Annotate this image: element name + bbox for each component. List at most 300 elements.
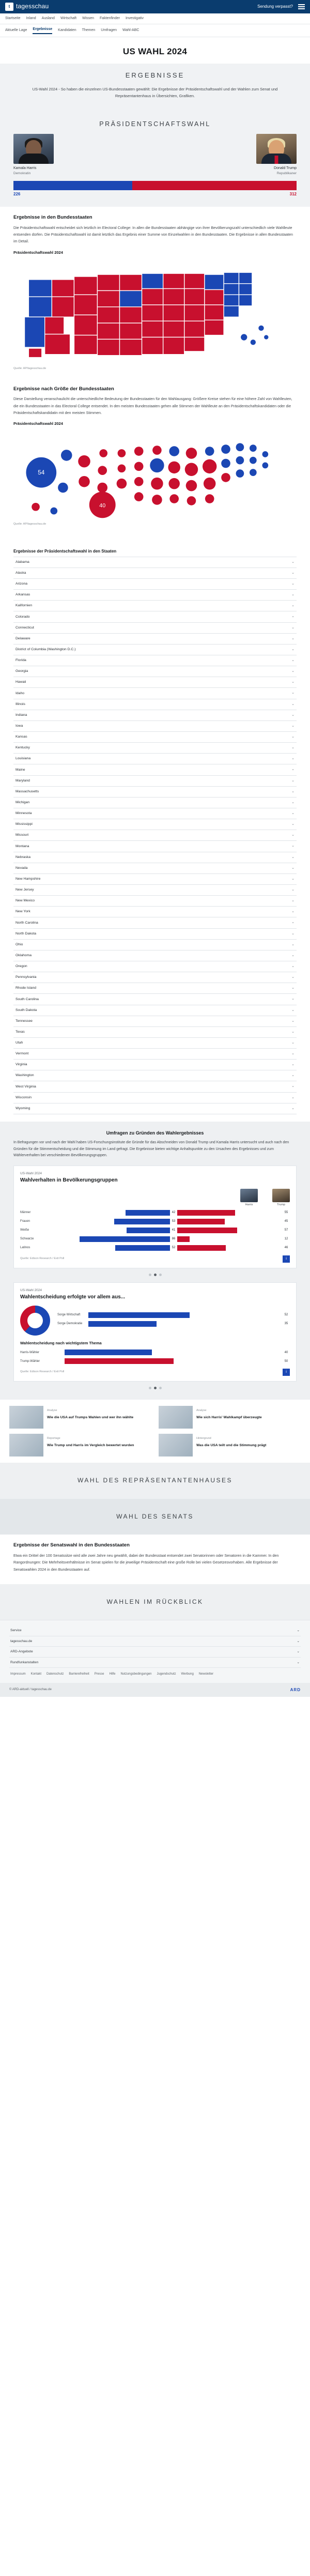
accordion-row-label: Washington — [16, 1074, 34, 1078]
map2-source: Quelle: AP/tagesschau.de — [13, 523, 47, 526]
teaser-thumbnail — [9, 1434, 43, 1456]
subnav-item-wahl-abc[interactable]: Wahl-ABC — [122, 28, 140, 33]
poll-card-decision-reason — [13, 1282, 297, 1382]
poll-val-harris: 41 — [172, 1228, 176, 1232]
presidential-heading: PRÄSIDENTSCHAFTSWAHL — [99, 120, 211, 128]
accordion-row[interactable] — [13, 1060, 297, 1070]
chevron-down-icon: ⌄ — [291, 702, 295, 706]
accordion-title: Ergebnisse der Präsidentschaftswahl in den Staaten — [13, 549, 117, 554]
accordion-row-label: New Mexico — [16, 899, 35, 903]
accordion-row-label: Maryland — [16, 778, 30, 783]
poll-bar-row — [20, 1358, 290, 1364]
electoral-block — [0, 207, 310, 378]
poll-bar-row — [20, 1349, 290, 1356]
chevron-down-icon: ⌄ — [291, 757, 295, 761]
accordion-row-label: Colorado — [16, 615, 30, 619]
poll-bar-row — [20, 1227, 290, 1234]
accordion-row-label: Kentucky — [16, 746, 30, 750]
chevron-down-icon: ⌄ — [291, 811, 295, 815]
accordion-row-label: Wyoming — [16, 1106, 30, 1110]
poll-bar-row — [20, 1218, 290, 1225]
poll-bar-trump — [177, 1228, 237, 1233]
chevron-down-icon: ⌄ — [291, 1106, 295, 1110]
harris-party: Demokratin — [13, 172, 31, 176]
accordion-row[interactable] — [13, 1103, 297, 1114]
accordion-row[interactable] — [13, 950, 297, 961]
accordion-row-label: Tennessee — [16, 1019, 33, 1023]
trump-electors: 312 — [289, 192, 297, 197]
accordion-row[interactable] — [13, 917, 297, 928]
electoral-bar-trump — [132, 181, 297, 190]
footer-link[interactable]: Jugendschutz — [157, 1672, 176, 1676]
accordion-row[interactable] — [13, 721, 297, 732]
accordion-row[interactable] — [13, 699, 297, 710]
chevron-down-icon: ⌄ — [291, 1063, 295, 1067]
accordion-row[interactable] — [13, 634, 297, 645]
trump-photo — [256, 134, 297, 164]
poll-bar-row — [20, 1236, 290, 1243]
accordion-row-label: Texas — [16, 1030, 25, 1034]
accordion-row-label: Iowa — [16, 724, 23, 728]
chevron-down-icon: ⌄ — [291, 1030, 295, 1034]
accordion-row[interactable] — [13, 623, 297, 634]
chevron-down-icon: ⌄ — [291, 1052, 295, 1056]
accordion-row-label: Ohio — [16, 942, 23, 946]
accordion-row[interactable] — [13, 655, 297, 666]
candidate-row — [13, 134, 297, 176]
accordion-row[interactable] — [13, 1049, 297, 1060]
footer-row-3[interactable] — [9, 1658, 301, 1668]
carousel-dots-1[interactable] — [13, 1274, 297, 1276]
poll-bar-harris — [115, 1245, 170, 1251]
accordion-row[interactable] — [13, 1016, 297, 1027]
chevron-down-icon: ⌄ — [291, 822, 295, 826]
accordion-row-label: Hawaii — [16, 680, 26, 684]
chevron-down-icon: ⌄ — [291, 899, 295, 903]
carousel-dots-2[interactable] — [13, 1387, 297, 1389]
chevron-down-icon: ⌄ — [291, 647, 295, 651]
accordion-row[interactable] — [13, 677, 297, 688]
accordion-row[interactable] — [13, 1027, 297, 1038]
poll-val-trump: 55 — [284, 1210, 288, 1214]
accordion-row[interactable] — [13, 798, 297, 808]
accordion-row[interactable] — [13, 611, 297, 622]
chevron-down-icon: ⌄ — [291, 1019, 295, 1023]
card1-note: Quelle: Edison Research / Exit Poll — [20, 1256, 65, 1260]
poll-bar-trump — [177, 1210, 235, 1216]
accordion-row-label: Maine — [16, 768, 25, 772]
dot-2[interactable] — [159, 1274, 162, 1276]
chevron-down-icon: ⌄ — [291, 768, 295, 772]
main-nav — [0, 13, 310, 24]
accordion-row-label: Alaska — [16, 571, 26, 575]
footer-row-2[interactable] — [9, 1647, 301, 1657]
poll-card-voting-behaviour — [13, 1166, 297, 1268]
poll-bar-label: Sorge Demokratie — [57, 1322, 83, 1325]
subnav-item-kandidaten[interactable]: Kandidaten — [58, 28, 76, 33]
footer-row-0[interactable] — [9, 1626, 301, 1636]
footer-row-label-1: tagesschau.de — [10, 1639, 33, 1643]
results-heading: ERGEBNISSE — [125, 71, 185, 79]
chevron-down-icon: ⌄ — [291, 691, 295, 695]
teaser-item[interactable] — [159, 1406, 301, 1429]
accordion-row[interactable] — [13, 819, 297, 830]
teaser-title: Wie sich Harris' Wahlkampf überzeugte — [196, 1416, 262, 1420]
footer-link[interactable]: Hilfe — [109, 1672, 116, 1676]
chevron-down-icon: ⌄ — [291, 953, 295, 957]
accordion-row[interactable] — [13, 1038, 297, 1049]
state-accordion — [13, 557, 297, 1114]
chevron-down-icon: ⌄ — [291, 1040, 295, 1045]
subnav-item-ergebnisse[interactable]: Ergebnisse — [33, 27, 52, 34]
accordion-row[interactable] — [13, 874, 297, 885]
chevron-down-icon: ⌄ — [291, 625, 295, 630]
accordion-row[interactable] — [13, 754, 297, 764]
chevron-down-icon: ⌄ — [291, 964, 295, 968]
footer-link[interactable]: Kontakt — [30, 1672, 42, 1676]
chevron-down-icon: ⌄ — [291, 986, 295, 990]
accordion-row-label: Montana — [16, 844, 29, 848]
accordion-row[interactable] — [13, 764, 297, 775]
accordion-row[interactable] — [13, 776, 297, 787]
accordion-row[interactable] — [13, 830, 297, 841]
dot2-1[interactable] — [154, 1387, 157, 1389]
subnav-item-themen[interactable]: Themen — [82, 28, 96, 33]
footer-link[interactable]: Werbung — [181, 1672, 194, 1676]
electoral-bar-harris — [13, 181, 132, 190]
poll-bar-trump — [177, 1219, 225, 1224]
svg-text:54: 54 — [38, 469, 45, 477]
accordion-row-label: Florida — [16, 658, 26, 663]
accordion-row[interactable] — [13, 1005, 297, 1016]
dot2-2[interactable] — [159, 1387, 162, 1389]
footer-link[interactable]: Presse — [94, 1672, 104, 1676]
chevron-down-icon: ⌄ — [291, 800, 295, 804]
accordion-row[interactable] — [13, 852, 297, 863]
poll-bar-harris — [80, 1236, 170, 1242]
nav-item-4[interactable]: Wissen — [82, 17, 95, 20]
senate-text: Etwa ein Drittel der 100 Senatssitze wird alle zwei Jahre neu gewählt, dabei der Bundesstaat entsendet zwei Senatorinnen oder Senatoren in die Kammer. In den Rangordnungen: Die Mehrheitsverhältnisse im Senat spielen für die jeweilige Präsidentschaft eine große Rolle bei vielen Gesetzesvorhaben. Alle Ergebnisse der Senatswahlen 2024 in den Bundesstaaten auf. — [13, 1553, 279, 1572]
chevron-down-icon: ⌄ — [291, 866, 295, 870]
accordion-row-label: West Virginia — [16, 1084, 36, 1088]
poll-bar-trump — [177, 1245, 226, 1251]
chevron-down-icon: ⌄ — [297, 1639, 300, 1643]
accordion-row-label: Kansas — [16, 735, 27, 739]
chevron-down-icon: ⌄ — [291, 844, 295, 848]
card2-group-label: Wahlentscheidung nach wichtigstem Thema — [20, 1340, 102, 1345]
subnav-item-umfragen[interactable]: Umfragen — [101, 28, 117, 33]
harris-photo — [13, 134, 54, 164]
top-bar — [0, 0, 310, 13]
trump-name: Donald Trump — [274, 166, 297, 170]
accordion-row[interactable] — [13, 863, 297, 874]
nav-item-6[interactable]: Investigativ — [125, 17, 144, 20]
accordion-row[interactable] — [13, 710, 297, 721]
accordion-row-label: Nebraska — [16, 855, 31, 859]
accordion-row[interactable] — [13, 808, 297, 819]
footer-row-label-2: ARD-Angebote — [10, 1650, 33, 1654]
footer-link[interactable]: Datenschutz — [47, 1672, 64, 1676]
accordion-row-label: Idaho — [16, 691, 25, 695]
copyright: © ARD-aktuell / tagesschau.de — [9, 1688, 52, 1692]
accordion-row-label: North Carolina — [16, 921, 38, 925]
accordion-row-label: Oregon — [16, 964, 27, 969]
electoral-text: Die Präsidentschaftswahl entscheidet sich letztlich im Electoral College: In allen die Bundesstaaten abhängige von ihrer Bevölkerungszahl unterschiedlich viele Wahlleute entsenden dürfen. Die Präsidentschaftswahl ist damit letztlich das Ergebnis einer Summe von Einzelwahlen in den Bundesstaaten. Die Ergebnisse in allen Bundesstaaten im Detail. — [13, 225, 293, 244]
card1-harris-head — [240, 1189, 258, 1207]
accordion-row-label: Virginia — [16, 1063, 27, 1067]
accordion-row[interactable] — [13, 579, 297, 590]
accordion-row-label: New Jersey — [16, 888, 34, 892]
chevron-down-icon: ⌄ — [291, 877, 295, 881]
accordion-row[interactable] — [13, 1081, 297, 1092]
page-title: US WAHL 2024 — [122, 47, 188, 57]
poll-bar-number: 35 — [284, 1322, 288, 1325]
chevron-down-icon: ⌄ — [291, 582, 295, 586]
sub-nav — [0, 24, 310, 37]
poll-val-harris: 42 — [172, 1210, 176, 1214]
teaser-thumbnail — [159, 1434, 193, 1456]
size-text: Diese Darstellung veranschaulicht die unterschiedliche Bedeutung der Bundesstaaten für den Wahlausgang: Größere Kreise stehen für eine höhere Zahl von Wahlleuten, die ein Bundesstaaten in das Electoral College entsendet. In den meisten Bundesstaaten gehen alle Stimmen der Wahlleute an den Präsidentschaftskandidaten oder die Präsidentschaftskandidatin mit den meisten Stimmen. — [13, 396, 292, 415]
tagesschau-mark-icon: t — [5, 3, 13, 11]
nav-item-0[interactable]: Startseite — [5, 17, 21, 20]
accordion-row[interactable] — [13, 743, 297, 754]
brand-logo[interactable] — [5, 2, 49, 11]
nav-item-5[interactable]: Faktenfinder — [100, 17, 120, 20]
accordion-row-label: Alabama — [16, 560, 29, 564]
chevron-down-icon: ⌄ — [291, 734, 295, 739]
accordion-row-label: Arkansas — [16, 593, 30, 597]
accordion-row-label: Wisconsin — [16, 1095, 32, 1099]
poll-val-harris: 53 — [172, 1219, 176, 1223]
chevron-down-icon: ⌄ — [291, 921, 295, 925]
footer-row-1[interactable] — [9, 1636, 301, 1647]
chevron-down-icon: ⌄ — [291, 593, 295, 597]
accordion-row-label: New Hampshire — [16, 877, 41, 881]
chevron-down-icon: ⌄ — [291, 778, 295, 783]
electoral-bar — [13, 181, 297, 190]
results-band — [0, 64, 310, 110]
poll-val-trump: 57 — [284, 1228, 288, 1232]
electoral-title: Ergebnisse in den Bundesstaaten — [13, 214, 92, 221]
dot-0[interactable] — [149, 1274, 151, 1276]
brand-wordmark: tagesschau — [16, 3, 49, 10]
footer-links — [9, 1668, 301, 1681]
accordion-row-label: Connecticut — [16, 625, 34, 630]
accordion-row[interactable] — [13, 601, 297, 611]
poll-bar-label: Harris-Wähler — [20, 1351, 40, 1354]
accordion-row[interactable] — [13, 568, 297, 579]
accordion-row[interactable] — [13, 590, 297, 601]
band-retrospective[interactable]: WAHLEN IM RÜCKBLICK — [0, 1584, 310, 1620]
accordion-row-label: New York — [16, 910, 30, 914]
card2-note: Quelle: Edison Research / Exit Poll — [20, 1370, 65, 1374]
accordion-row-label: Arizona — [16, 582, 28, 586]
accordion-row[interactable] — [13, 1070, 297, 1081]
poll-val-harris: 52 — [172, 1246, 176, 1249]
accordion-row[interactable] — [13, 787, 297, 798]
accordion-row-label: Rhode Island — [16, 986, 37, 990]
accordion-row[interactable] — [13, 688, 297, 699]
poll-bar-number: 52 — [284, 1313, 288, 1316]
accordion-row-label: Missouri — [16, 833, 29, 837]
accordion-row-label: Kalifornien — [16, 604, 33, 608]
chevron-down-icon: ⌄ — [291, 855, 295, 859]
accordion-row-label: Nevada — [16, 866, 28, 870]
band-senate[interactable]: WAHL DES SENATS — [0, 1499, 310, 1535]
card2-title: Wahlentscheidung erfolgte vor allem aus... — [20, 1294, 126, 1300]
teaser-grid — [0, 1400, 310, 1463]
chevron-down-icon: ⌄ — [291, 604, 295, 608]
accordion-row-label: District of Columbia (Washington D.C.) — [16, 648, 76, 651]
candidate-harris — [13, 134, 54, 176]
accordion-row[interactable] — [13, 1093, 297, 1103]
accordion-row[interactable] — [13, 896, 297, 907]
map2-label: Präsidentschaftswahl 2024 — [13, 421, 63, 426]
presidential-section — [0, 110, 310, 207]
accordion-row[interactable] — [13, 645, 297, 655]
accordion-row[interactable] — [13, 994, 297, 1005]
poll-bar-label: Männer — [20, 1210, 31, 1214]
footer-link[interactable]: Nutzungsbedingungen — [120, 1672, 152, 1676]
teaser-title: Was die USA teilt und die Stimmung prägt — [196, 1444, 267, 1448]
card1-info-icon[interactable]: i — [283, 1255, 290, 1263]
polls-heading: Umfragen zu Gründen des Wahlergebnisses — [106, 1130, 204, 1136]
accordion-row[interactable] — [13, 732, 297, 743]
candidate-trump — [256, 134, 297, 176]
accordion-row-label: South Carolina — [16, 997, 39, 1001]
accordion-row[interactable] — [13, 983, 297, 994]
poll-bar-label: Frauen — [20, 1219, 30, 1223]
dot2-0[interactable] — [149, 1387, 151, 1389]
results-text: US-Wahl 2024 - So haben die einzelnen US-Bundesstaaten gewählt: Die Ergebnisse der Präsidentschaftswahl und der Wahlen zum Senat und Repräsentantenhaus in Übersichten, Grafiken. — [32, 86, 278, 99]
poll-bar-row — [20, 1209, 290, 1216]
accordion-row[interactable] — [13, 841, 297, 852]
accordion-row[interactable] — [13, 972, 297, 983]
chevron-down-icon: ⌄ — [291, 931, 295, 936]
chevron-down-icon: ⌄ — [291, 615, 295, 619]
teaser-meta: Reportage — [47, 1437, 60, 1440]
band-representatives[interactable]: WAHL DES REPRÄSENTANTENHAUSES — [0, 1463, 310, 1498]
polls-section — [0, 1122, 310, 1400]
card1-title: Wahlverhalten in Bevölkerungsgruppen — [20, 1177, 118, 1184]
chevron-down-icon: ⌄ — [291, 636, 295, 640]
sendung-verpasst-link[interactable]: Sendung verpasst? — [257, 4, 293, 9]
poll-bar-number: 50 — [284, 1359, 288, 1363]
accordion-row-label: Georgia — [16, 669, 28, 673]
poll-bar-value — [65, 1358, 174, 1364]
teaser-meta: Hintergrund — [196, 1437, 211, 1440]
footer-link[interactable]: Impressum — [10, 1672, 26, 1676]
footer-link[interactable]: Barrierefreiheit — [69, 1672, 89, 1676]
chevron-down-icon: ⌄ — [291, 680, 295, 684]
teaser-thumbnail — [159, 1406, 193, 1429]
card2-bar-rows — [57, 1312, 290, 1329]
teaser-item[interactable] — [9, 1406, 151, 1429]
chevron-down-icon: ⌄ — [291, 571, 295, 575]
map1-source: Quelle: AP/tagesschau.de — [13, 366, 47, 370]
accordion-row[interactable] — [13, 940, 297, 950]
poll-bar-label: Schwarze — [20, 1237, 34, 1240]
footer-link[interactable]: Newsletter — [198, 1672, 214, 1676]
accordion-row[interactable] — [13, 929, 297, 940]
footer-row-label-3: Rundfunkanstalten — [10, 1660, 39, 1664]
chevron-down-icon: ⌄ — [291, 560, 295, 564]
accordion-row-label: Oklahoma — [16, 953, 32, 957]
poll-bar-label: Weiße — [20, 1228, 29, 1232]
us-state-map[interactable] — [13, 259, 297, 365]
nav-item-2[interactable]: Ausland — [41, 17, 55, 20]
card1-col0-name: Harris — [245, 1203, 253, 1206]
poll-bar-value — [88, 1321, 157, 1327]
teaser-item[interactable] — [9, 1434, 151, 1456]
card2-kicker: US-Wahl 2024 — [20, 1288, 42, 1292]
accordion-row-label: Delaware — [16, 636, 30, 640]
subnav-item-aktuelle-lage[interactable]: Aktuelle Lage — [5, 28, 27, 33]
poll-bar-harris — [127, 1228, 170, 1233]
card1-bar-rows — [20, 1209, 290, 1251]
accordion-row[interactable] — [13, 557, 297, 568]
chevron-down-icon: ⌄ — [291, 746, 295, 750]
card2-donut-chart — [20, 1306, 50, 1336]
card1-col1-name: Trump — [277, 1203, 285, 1206]
accordion-row-label: Minnesota — [16, 811, 32, 816]
accordion-row[interactable] — [13, 961, 297, 972]
polls-text: In Befragungen vor und nach der Wahl haben US-Forschungsinstitute die Gründe für das Abschneiden von Donald Trump und Kamala Harris untersucht und auch nach den Gründen für die Stimmentscheidung und die Stimmung im Land gefragt. Die Ergebnisse bieten wichtige Anhaltspunkte zu den Ursachen des Ergebnisses und zum Wählerverhalten bei verschiedenen Bevölkerungsgruppen. — [13, 1140, 289, 1158]
accordion-row-label: Vermont — [16, 1052, 29, 1056]
us-bubble-map[interactable] — [13, 430, 297, 520]
hamburger-icon[interactable] — [298, 4, 305, 9]
senate-block — [0, 1535, 310, 1584]
chevron-down-icon: ⌄ — [291, 1084, 295, 1088]
poll-bar-label: Latinos — [20, 1246, 30, 1249]
chevron-down-icon: ⌄ — [291, 658, 295, 662]
chevron-down-icon: ⌄ — [291, 1095, 295, 1099]
footer-row-label-0: Service — [10, 1629, 22, 1633]
state-accordion-section — [0, 534, 310, 1122]
accordion-row-label: North Dakota — [16, 931, 37, 936]
chevron-down-icon: ⌄ — [297, 1660, 300, 1664]
poll-bar-trump — [177, 1236, 190, 1242]
poll-bar-row — [57, 1321, 290, 1327]
accordion-row[interactable] — [13, 666, 297, 677]
accordion-row-label: Michigan — [16, 800, 30, 804]
chevron-down-icon: ⌄ — [297, 1650, 300, 1654]
poll-bar-value — [88, 1312, 190, 1318]
chevron-down-icon: ⌄ — [291, 833, 295, 837]
poll-bar-row — [57, 1312, 290, 1318]
nav-item-1[interactable]: Inland — [26, 17, 36, 20]
chevron-down-icon: ⌄ — [291, 910, 295, 914]
dot-1[interactable] — [154, 1274, 157, 1276]
harris-name: Kamala Harris — [13, 166, 37, 170]
accordion-row[interactable] — [13, 885, 297, 896]
card2-info-icon[interactable]: i — [283, 1369, 290, 1376]
chevron-down-icon: ⌄ — [291, 942, 295, 946]
poll-bar-label: Sorge Wirtschaft — [57, 1313, 81, 1316]
chevron-down-icon: ⌄ — [291, 789, 295, 793]
accordion-row-label: Pennsylvania — [16, 975, 37, 979]
nav-item-3[interactable]: Wirtschaft — [60, 17, 77, 20]
chevron-down-icon: ⌄ — [291, 1074, 295, 1078]
teaser-item[interactable] — [159, 1434, 301, 1456]
accordion-row-label: Indiana — [16, 713, 27, 717]
chevron-down-icon: ⌄ — [291, 713, 295, 717]
poll-val-harris: 86 — [172, 1237, 176, 1240]
accordion-row[interactable] — [13, 907, 297, 917]
accordion-row-label: Mississippi — [16, 822, 33, 826]
map1-label: Präsidentschaftswahl 2024 — [13, 250, 63, 255]
poll-bar-value — [65, 1350, 152, 1355]
